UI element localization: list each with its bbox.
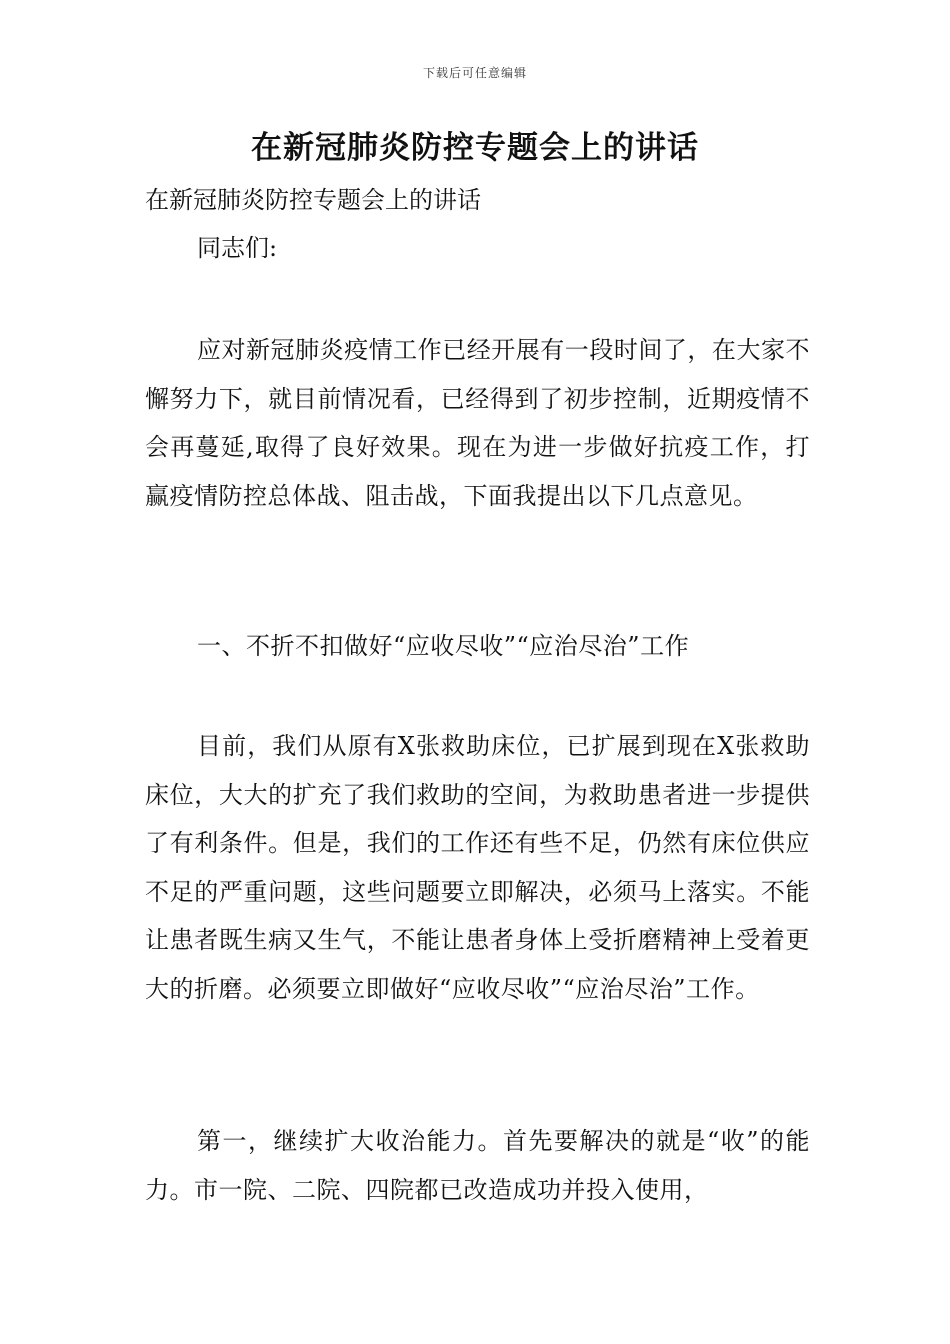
paragraph-beds	[145, 722, 810, 1013]
paragraph-text: 应对新冠肺炎疫情工作已经开展有一段时间了，在大家不懈努力下，就目前情况看，已经得到了初步控制，近期疫情不会再蔓延,取得了良好效果。现在为进一步做好抗疫工作，打赢疫情防控总体战、阻击战，下面我提出以下几点意见。	[145, 336, 810, 510]
paragraph-intro	[145, 326, 810, 520]
header-note: 下载后可任意编辑	[422, 66, 527, 80]
paragraph-text: 目前，我们从原有X张救助床位，已扩展到现在X张救助床位，大大的扩充了我们救助的空间，为救助患者进一步提供了有利条件。但是，我们的工作还有些不足，仍然有床位供应不足的严重问题，这些问题要立即解决，必须马上落实。不能让患者既生病又生气，不能让患者身体上受折磨精神上受着更大的折磨。必须要立即做好“应收尽收”“应治尽治”工作。	[145, 732, 810, 1003]
salutation-text: 同志们:	[197, 234, 278, 262]
paragraph-capacity	[145, 1117, 810, 1214]
section-heading-1	[145, 622, 810, 671]
document-title: 在新冠肺炎防控专题会上的讲话	[251, 130, 699, 166]
section-heading-text: 一、不折不扣做好“应收尽收”“应治尽治”工作	[197, 632, 690, 660]
paragraph-text: 第一，继续扩大收治能力。首先要解决的就是“收”的能力。市一院、二院、四院都已改造成功并投入使用，	[145, 1127, 810, 1204]
document-subtitle	[145, 176, 810, 225]
subtitle-text: 在新冠肺炎防控专题会上的讲话	[145, 186, 481, 214]
salutation	[145, 224, 810, 273]
